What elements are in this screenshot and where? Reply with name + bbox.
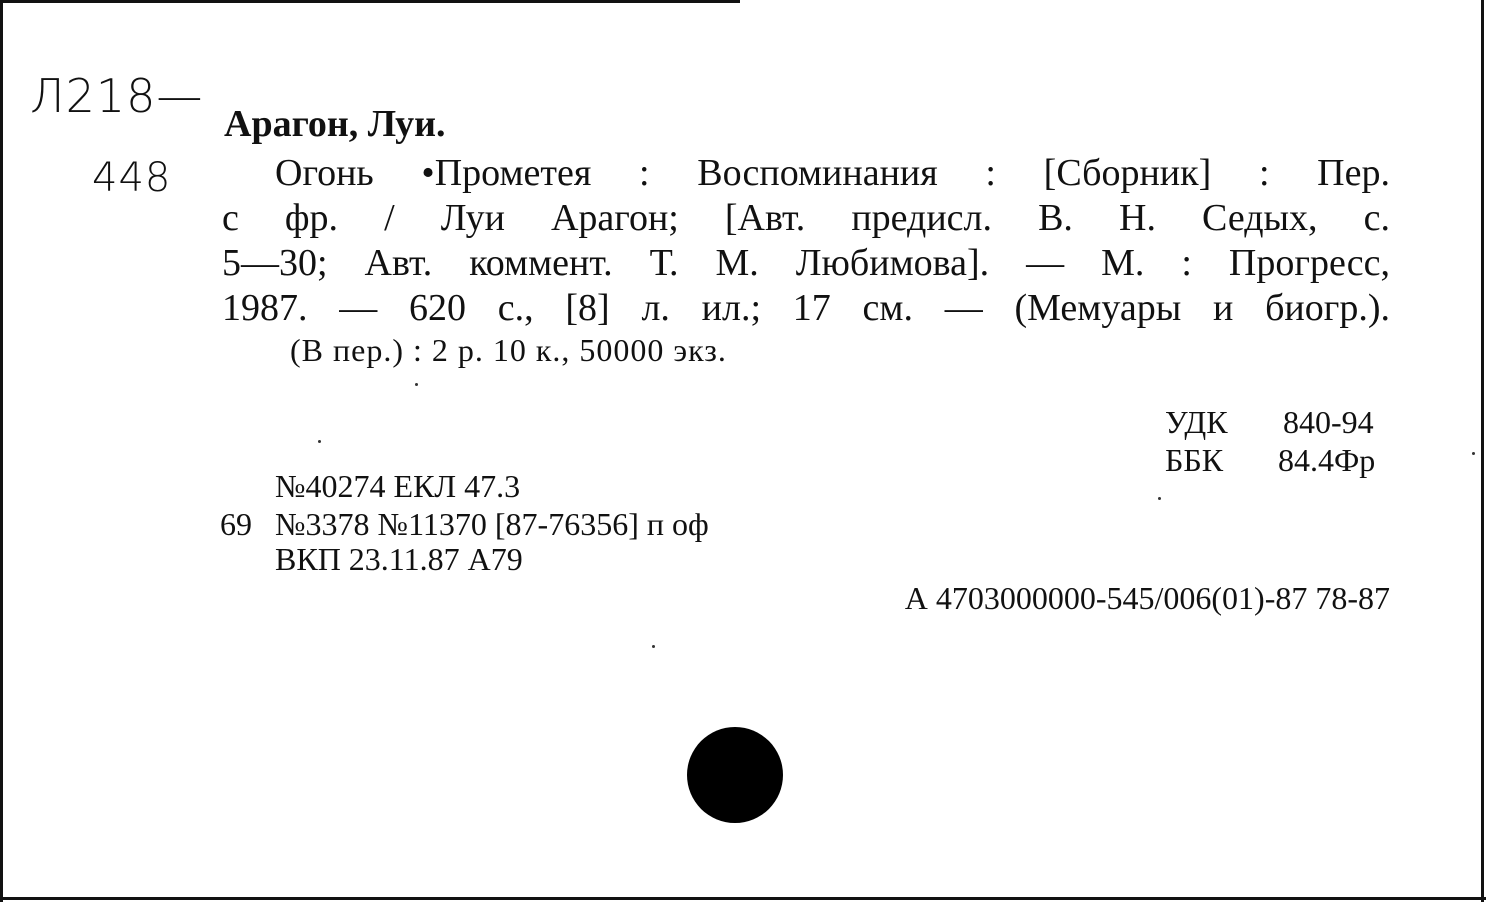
description-line-3: 5—30; Авт. коммент. Т. М. Любимова]. — М. : Прогресс, [222, 242, 1390, 284]
call-number-line2: 448 [92, 155, 172, 201]
author-heading: Арагон, Луи. [224, 103, 446, 145]
print-speck [1472, 452, 1475, 455]
print-speck [652, 645, 655, 648]
service-number: 69 [220, 506, 252, 542]
udk-value: 840-94 [1283, 404, 1374, 440]
description-line-1: Огонь •Прометея : Воспоминания : [Сборник] : Пер. [275, 152, 1390, 194]
card-bottom-edge [0, 897, 1486, 900]
service-line-1: №40274 ЕКЛ 47.3 [275, 468, 521, 504]
price-line: (В пер.) : 2 р. 10 к., 50000 экз. [290, 332, 727, 368]
card-top-edge [0, 0, 740, 3]
print-speck [1158, 497, 1161, 500]
card-right-edge [1481, 0, 1484, 902]
description-line-4: 1987. — 620 с., [8] л. ил.; 17 см. — (Мемуары и биогр.). [222, 287, 1390, 329]
bbk-value: 84.4Фр [1278, 442, 1376, 478]
service-line-3: ВКП 23.11.87 А79 [275, 541, 523, 577]
punch-hole [687, 727, 783, 823]
print-speck [415, 383, 418, 386]
print-speck [318, 440, 321, 443]
description-line-2: с фр. / Луи Арагон; [Авт. предисл. В. Н. Седых, с. [222, 197, 1390, 239]
service-line-2: №3378 №11370 [87-76356] п оф [275, 506, 709, 542]
card-left-edge [0, 0, 3, 902]
bbk-label: ББК [1165, 442, 1224, 478]
isbn-line: А 4703000000-545/006(01)-87 78-87 [904, 580, 1390, 616]
call-number-line1: Л218— [30, 69, 204, 123]
udk-label: УДК [1165, 404, 1228, 440]
